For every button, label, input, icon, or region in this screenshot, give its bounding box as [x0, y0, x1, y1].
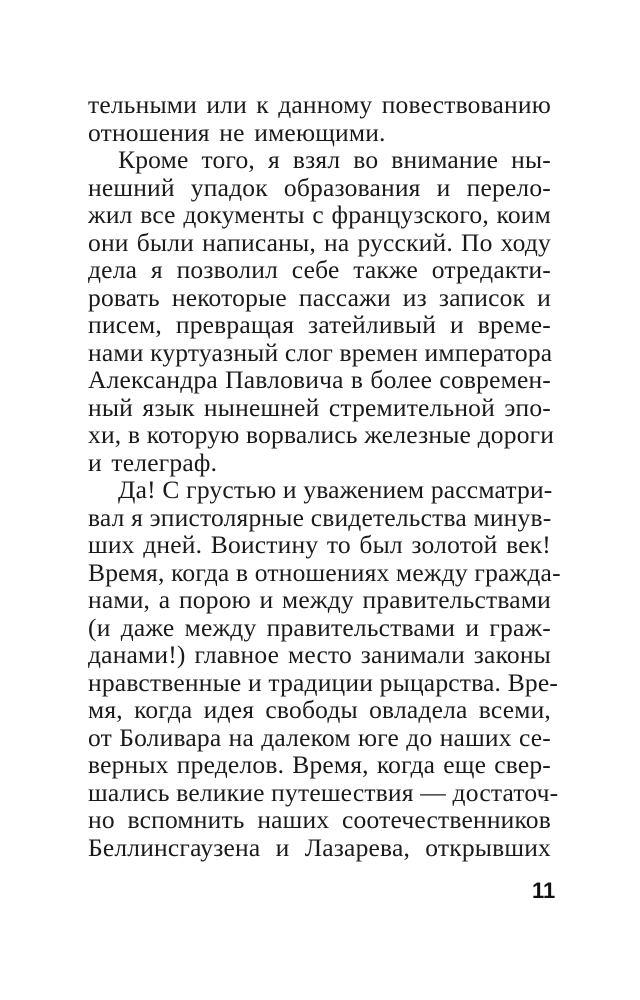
text-line: вал я эпистолярные свидетельства минув-: [88, 502, 552, 532]
text-line: (и даже между правительствами и граж-: [88, 612, 551, 642]
text-line: нами куртуазный слог времен императора: [88, 337, 553, 367]
page-number: 11: [532, 878, 556, 903]
text-line: Да! С грустью и уважением рассматри-: [118, 475, 553, 504]
text-line: данами!) главное место занимали законы: [88, 640, 551, 669]
text-line: Александра Павловича в более современ-: [88, 365, 551, 394]
text-line: нравственные и традиции рыцарства. Вре-: [88, 667, 559, 697]
text-line: но вспомнить наших соотечественников: [88, 805, 551, 834]
text-line: от Боливара на далеком юге до наших се-: [88, 722, 551, 752]
text-line: мя, когда идея свободы овладела всеми,: [88, 695, 551, 724]
text-line: нешний упадок образования и перело-: [88, 172, 551, 202]
text-line: дела я позволил себе также отредакти-: [88, 255, 551, 284]
text-line: верных пределов. Время, когда еще свер-: [88, 750, 551, 779]
text-line: ный язык нынешней стремительной эпо-: [88, 392, 551, 422]
text-line: тельными или к данному повествованию: [88, 90, 551, 119]
text-line: они были написаны, на русский. По ходу: [88, 227, 551, 257]
text-line: хи, в которую ворвались железные дороги: [88, 420, 555, 449]
text-line: жил все документы с французского, коим: [88, 200, 551, 229]
text-line: шались великие путешествия — достаточ-: [88, 777, 559, 807]
text-line: писем, превращая затейливый и време-: [88, 310, 551, 339]
text-line: нами, а порою и между правительствами: [88, 585, 551, 614]
page-body-text: [88, 90, 561, 862]
text-line: и телеграф.: [88, 447, 218, 477]
text-line: Кроме того, я взял во внимание ны-: [118, 145, 551, 174]
text-line: отношения не имеющими.: [88, 117, 386, 147]
text-line: Беллинсгаузена и Лазарева, открывших: [88, 832, 551, 862]
text-line: ших дней. Воистину то был золотой век!: [88, 530, 551, 559]
text-line: Время, когда в отношениях между гражда-: [88, 557, 561, 587]
text-line: ровать некоторые пассажи из записок и: [88, 282, 551, 312]
